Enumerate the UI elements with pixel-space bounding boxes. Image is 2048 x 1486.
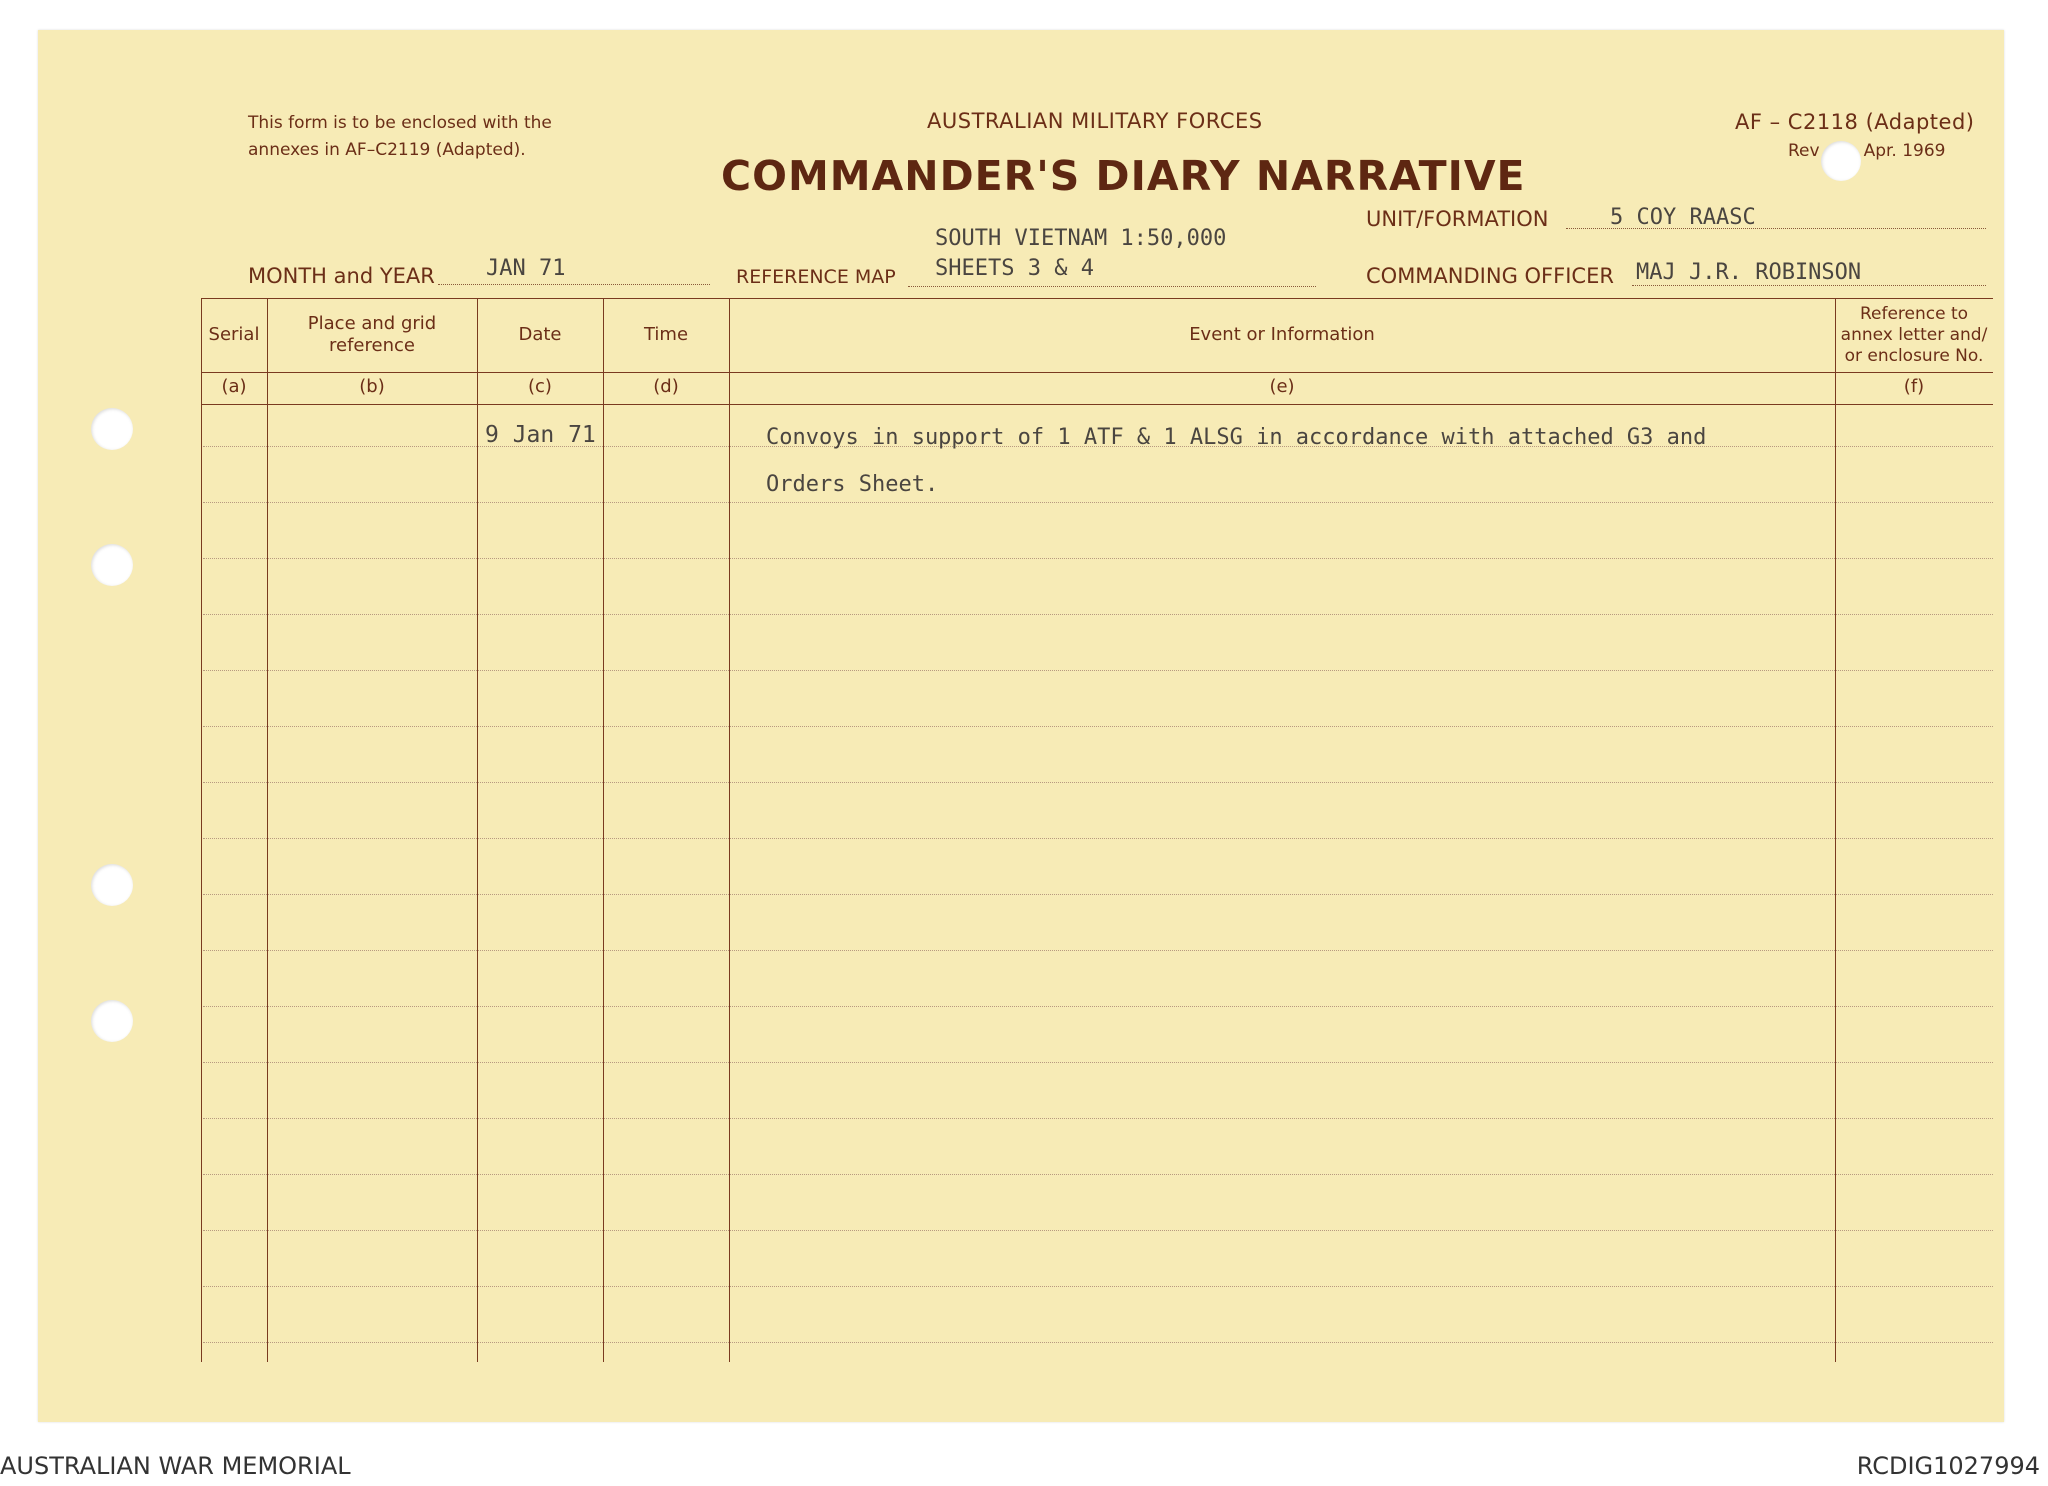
ruled-row-line — [203, 1230, 1993, 1231]
column-sub-b: (b) — [359, 376, 385, 397]
column-sub-a: (a) — [221, 376, 247, 397]
column-divider — [1835, 298, 1836, 1362]
month-year-label: MONTH and YEAR — [248, 264, 435, 288]
ruled-row-line — [203, 838, 1993, 839]
commanding-officer-label: COMMANDING OFFICER — [1366, 264, 1614, 288]
ruled-row-line — [203, 1006, 1993, 1007]
column-divider — [477, 298, 478, 1362]
ruled-row-line — [203, 726, 1993, 727]
ruled-row-line — [203, 670, 1993, 671]
punch-hole — [91, 408, 133, 450]
column-header-place: Place and grid reference — [307, 313, 437, 356]
enclosure-note — [248, 110, 552, 164]
ruled-row-line — [203, 1118, 1993, 1119]
commanding-officer-underline — [1632, 285, 1986, 286]
reference-map-underline — [908, 286, 1316, 287]
agency-heading: AUSTRALIAN MILITARY FORCES — [927, 109, 1263, 133]
column-sub-d: (d) — [653, 376, 679, 397]
month-year-underline — [438, 284, 710, 285]
ruled-row-line — [203, 614, 1993, 615]
column-header-event: Event or Information — [1189, 324, 1375, 345]
column-divider — [267, 298, 268, 1362]
column-sub-f: (f) — [1903, 376, 1925, 397]
diary-form-sheet — [38, 30, 2004, 1422]
ruled-row-line — [203, 950, 1993, 951]
table-header-divider — [201, 372, 1993, 373]
column-sub-c: (c) — [528, 376, 552, 397]
page-title: COMMANDER'S DIARY NARRATIVE — [721, 152, 1526, 200]
revision-date — [1788, 138, 1946, 165]
ruled-row-line — [203, 894, 1993, 895]
ruled-row-line — [203, 1286, 1993, 1287]
unit-formation-value: 5 COY RAASC — [1610, 205, 1756, 230]
entry-event-line2: Orders Sheet. — [766, 472, 939, 497]
enclosure-note-line2: annexes in AF–C2119 (Adapted). — [248, 140, 526, 160]
footer-source: AUSTRALIAN WAR MEMORIAL — [0, 1452, 351, 1480]
column-header-reference: Reference to annex letter and/ or enclosure No. — [1840, 303, 1988, 366]
column-header-time: Time — [643, 324, 689, 345]
reference-map-label: REFERENCE MAP — [736, 266, 896, 288]
revision-prefix: Rev — [1788, 141, 1820, 161]
ruled-row-line — [203, 1342, 1993, 1343]
column-sub-e: (e) — [1269, 376, 1295, 397]
entry-date: 9 Jan 71 — [485, 422, 596, 448]
unit-formation-label: UNIT/FORMATION — [1366, 207, 1549, 231]
reference-map-value-line2: SHEETS 3 & 4 — [935, 256, 1094, 281]
commanding-officer-value: MAJ J.R. ROBINSON — [1636, 260, 1862, 285]
ruled-row-line — [203, 558, 1993, 559]
punch-hole — [91, 864, 133, 906]
ruled-row-line — [203, 782, 1993, 783]
month-year-value: JAN 71 — [486, 256, 566, 281]
column-header-date: Date — [518, 324, 562, 345]
column-divider — [729, 298, 730, 1362]
table-subheader-divider — [201, 404, 1993, 405]
ruled-row-line — [203, 502, 1993, 503]
punch-hole — [91, 544, 133, 586]
enclosure-note-line1: This form is to be enclosed with the — [248, 113, 552, 133]
punch-hole — [91, 1000, 133, 1042]
table-left-border — [201, 298, 202, 1362]
revision-suffix: Apr. 1969 — [1863, 141, 1946, 161]
column-header-serial: Serial — [208, 324, 260, 345]
entry-event-line1: Convoys in support of 1 ATF & 1 ALSG in accordance with attached G3 and — [766, 425, 1707, 450]
column-divider — [603, 298, 604, 1362]
reference-map-value-line1: SOUTH VIETNAM 1:50,000 — [935, 226, 1227, 251]
ruled-row-line — [203, 1062, 1993, 1063]
ruled-row-line — [203, 1174, 1993, 1175]
footer-id: RCDIG1027994 — [1856, 1452, 2040, 1480]
form-number: AF – C2118 (Adapted) — [1735, 110, 1975, 134]
